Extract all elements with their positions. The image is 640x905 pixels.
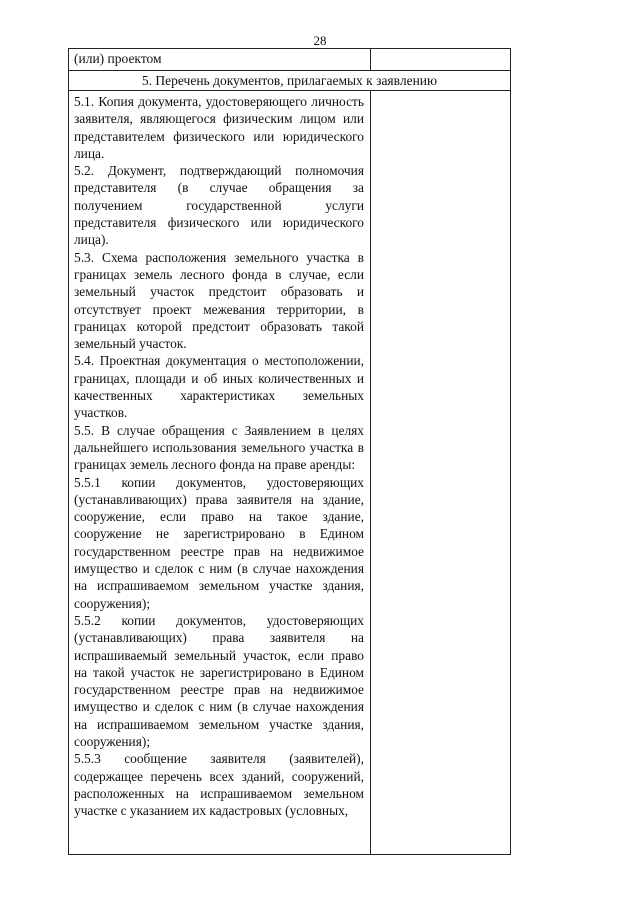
continuation-empty-cell — [371, 49, 510, 70]
page-number: 28 — [313, 33, 327, 48]
documents-list-cell — [69, 91, 371, 854]
documents-empty-cell — [371, 91, 510, 854]
document-item-5-5-2: 5.5.2 копии документов, удостоверяющих (устанавливающих) права заявителя на испрашиваемый земельный участок, если право на такой участок не зарегистрировано в Едином государственном реестре прав на недвижимое имущество и сделок с ним (в случае нахождения на испрашиваемом земельном участке здания, сооружения); — [74, 612, 364, 749]
document-item-5-4: 5.4. Проектная документация о местоположении, границах, площади и об иных количественных и качественных характеристиках земельных участков. — [74, 353, 364, 421]
document-item-5-5: 5.5. В случае обращения с Заявлением в целях дальнейшего использования земельного участка в границах земель лесного фонда на праве аренды: — [74, 422, 364, 473]
document-table — [68, 48, 511, 855]
continuation-cell: (или) проектом — [69, 49, 371, 70]
document-item-5-3: 5.3. Схема расположения земельного участка в границах земель лесного фонда в случае, если земельный участок предстоит образовать и отсутствует проект межевания территории, в границах которой предстоит образовать такой земельный участок. — [74, 249, 364, 352]
section-header-row — [69, 71, 510, 91]
document-item-5-5-3: 5.5.3 сообщение заявителя (заявителей), содержащее перечень всех зданий, сооружений, расположенных на испрашиваемом земельном участке с указанием их кадастровых (условных, — [74, 751, 364, 819]
section-title: 5. Перечень документов, прилагаемых к заявлению — [141, 73, 438, 88]
document-item-5-5-1: 5.5.1 копии документов, удостоверяющих (устанавливающих) права заявителя на здание, сооружение, если право на такое здание, сооружение не зарегистрировано в Едином государственном реестре прав на недвижимое имущество и сделок с ним (в случае нахождения на испрашиваемом земельном участке здания, сооружения); — [74, 474, 364, 611]
documents-list-row — [69, 91, 510, 854]
table-row-continuation — [69, 49, 510, 71]
document-item-5-1: 5.1. Копия документа, удостоверяющего личность заявителя, являющегося физическим лицом или представителем физического или юридического лица. — [74, 94, 364, 161]
document-item-5-2: 5.2. Документ, подтверждающий полномочия представителя (в случае обращения за получением государственной услуги представителя физического или юридического лица). — [74, 163, 364, 248]
